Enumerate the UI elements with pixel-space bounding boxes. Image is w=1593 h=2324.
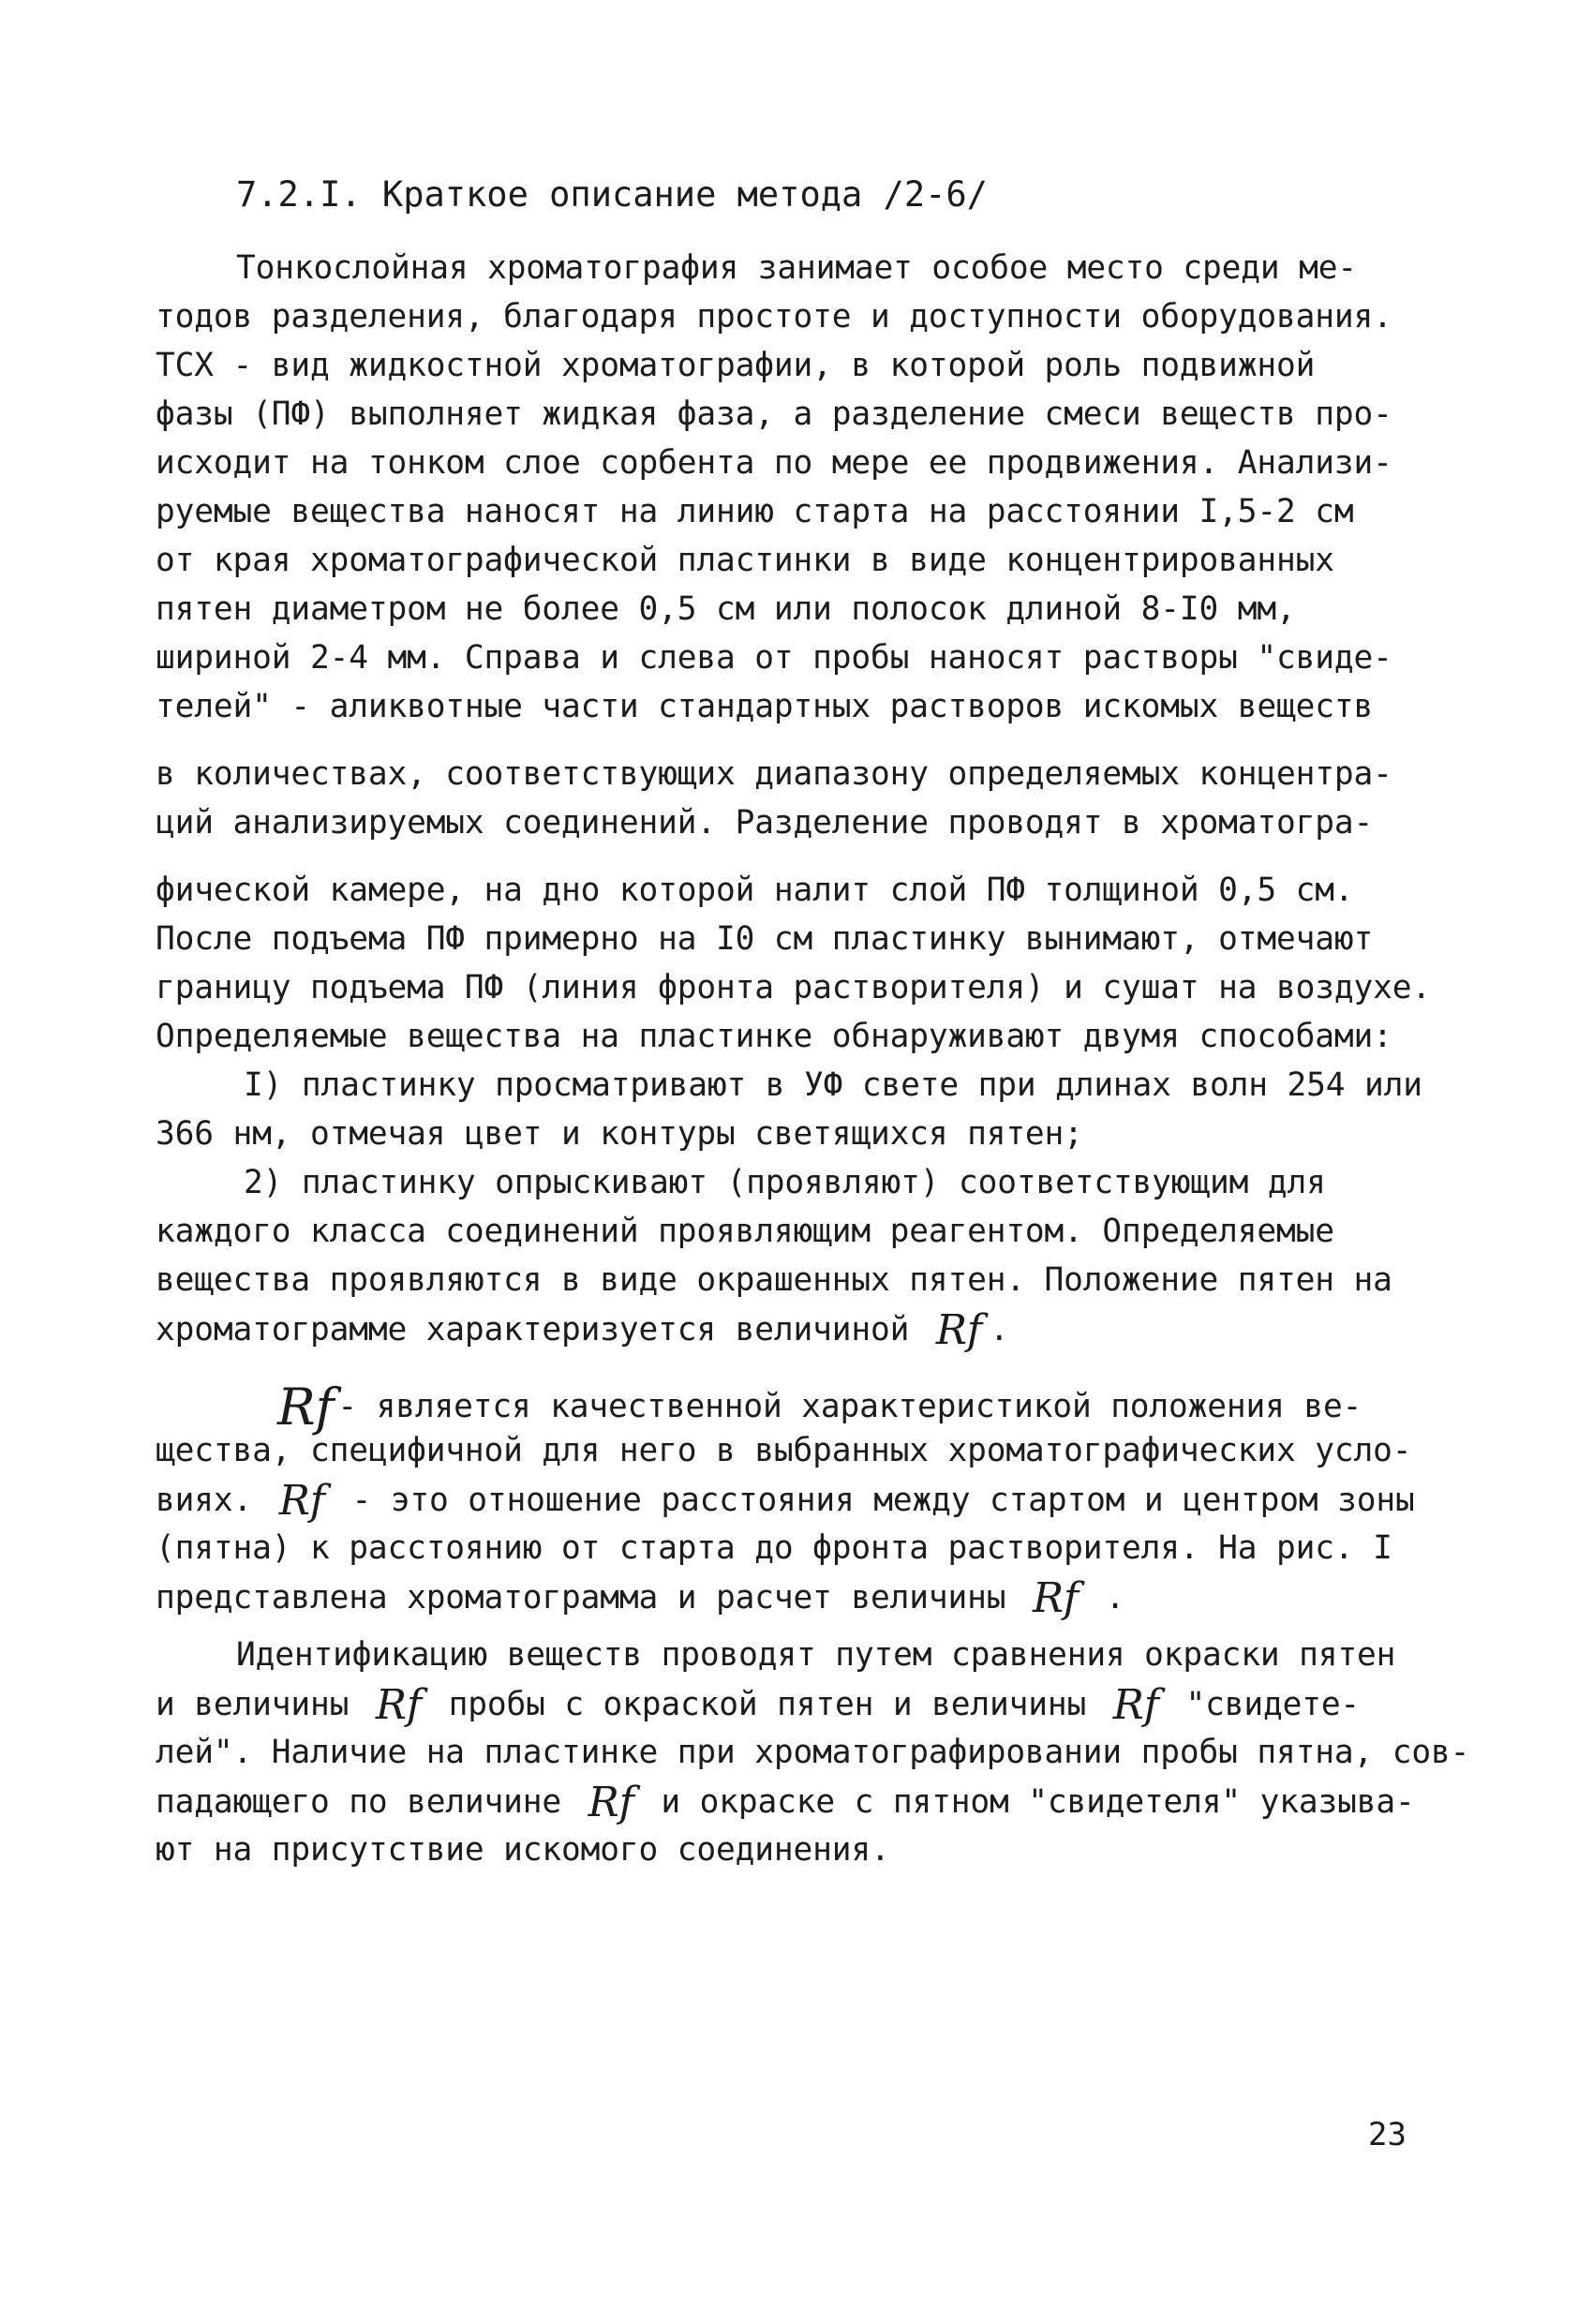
text-line: от края хроматографической пластинки в виде концентрированных: [156, 542, 1334, 579]
rf-symbol: Rf: [375, 1681, 422, 1729]
section-heading: 7.2.I. Краткое описание метода /2-6/: [236, 174, 988, 215]
rf-symbol: Rf: [278, 1477, 325, 1525]
rf-symbol: Rf: [935, 1306, 982, 1354]
text-segment: - это отношение расстояния между стартом и центром зоны: [351, 1482, 1415, 1519]
text-line: в количествах, соответствующих диапазону определяемых концентра-: [156, 755, 1392, 793]
text-line: [156, 1779, 1415, 1825]
rf-symbol: Rf: [1032, 1574, 1079, 1622]
text-line: ют на присутствие искомого соединения.: [156, 1831, 890, 1869]
text-segment: пробы с окраской пятен и величины: [448, 1686, 1087, 1723]
text-line: пятен диаметром не более 0,5 см или полосок длиной 8-I0 мм,: [156, 590, 1296, 628]
text-line: Определяемые вещества на пластинке обнаруживают двумя способами:: [156, 1018, 1392, 1055]
rf-symbol: Rf: [277, 1378, 335, 1437]
text-line: После подъема ПФ примерно на I0 см пластинку вынимают, отмечают: [156, 920, 1374, 958]
text-line: фазы (ПФ) выполняет жидкая фаза, а разделение смеси веществ про-: [156, 395, 1392, 433]
text-segment: представлена хроматограмма и расчет величины: [156, 1579, 1006, 1616]
text-segment: виях.: [156, 1482, 253, 1519]
text-line: [156, 1681, 1360, 1727]
text-line: исходит на тонком слое сорбента по мере ее продвижения. Анализи-: [156, 444, 1392, 482]
text-segment: .: [989, 1311, 1009, 1348]
rf-symbol: Rf: [588, 1779, 634, 1826]
text-line: [156, 1306, 1009, 1352]
text-line: ТСХ - вид жидкостной хроматографии, в которой роль подвижной: [156, 347, 1316, 384]
text-line: руемые вещества наносят на линию старта на расстоянии I,5-2 см: [156, 493, 1354, 530]
page-number: 23: [1368, 2116, 1407, 2153]
text-line: лей". Наличие на пластинке при хроматографировании пробы пятна, сов-: [156, 1734, 1470, 1771]
text-line: [156, 1574, 1124, 1620]
list-item-2: 2) пластинку опрыскивают (проявляют) соответствующим для: [244, 1164, 1326, 1201]
text-line: [156, 1477, 1415, 1523]
text-line: каждого класса соединений проявляющим реагентом. Определяемые: [156, 1213, 1334, 1250]
text-segment: - является качественной характеристикой положения ве-: [337, 1388, 1362, 1425]
text-line: 366 нм, отмечая цвет и контуры светящихся пятен;: [156, 1115, 1083, 1153]
text-segment: и величины: [156, 1686, 350, 1723]
text-line: щества, специфичной для него в выбранных хроматографических усло-: [156, 1432, 1412, 1469]
text-segment: хроматограмме характеризуется величиной: [156, 1311, 910, 1348]
text-line: Идентификацию веществ проводят путем сравнения окраски пятен: [236, 1636, 1396, 1674]
text-line: фической камере, на дно которой налит слой ПФ толщиной 0,5 см.: [156, 872, 1354, 909]
text-line: тодов разделения, благодаря простоте и доступности оборудования.: [156, 298, 1392, 335]
text-segment: падающего по величине: [156, 1783, 562, 1821]
text-line: вещества проявляются в виде окрашенных пятен. Положение пятен на: [156, 1261, 1392, 1299]
text-line: телей" - аликвотные части стандартных растворов искомых веществ: [156, 688, 1374, 725]
text-line: Тонкослойная хроматография занимает особое место среди ме-: [236, 249, 1358, 287]
list-item-1: I) пластинку просматривают в УФ свете при длинах волн 254 или: [244, 1066, 1422, 1104]
text-segment: "свидете-: [1185, 1686, 1361, 1723]
text-line: ций анализируемых соединений. Разделение проводят в хроматогра-: [156, 804, 1374, 842]
text-segment: .: [1105, 1579, 1125, 1616]
text-line: границу подъема ПФ (линия фронта растворителя) и сушат на воздухе.: [156, 969, 1431, 1006]
text-line: [270, 1378, 1362, 1437]
text-line: шириной 2-4 мм. Справа и слева от пробы наносят растворы "свиде-: [156, 639, 1392, 677]
text-line: (пятна) к расстоянию от старта до фронта растворителя. На рис. I: [156, 1529, 1392, 1567]
text-segment: и окраске с пятном "свидетеля" указыва-: [661, 1783, 1415, 1821]
rf-symbol: Rf: [1112, 1681, 1159, 1729]
